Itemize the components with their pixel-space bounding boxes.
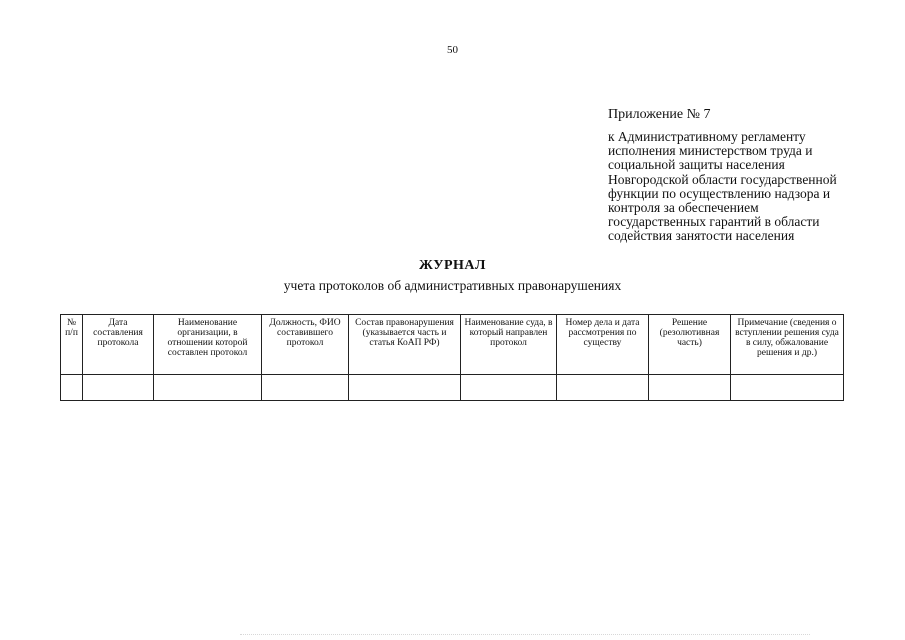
table-cell (731, 375, 844, 401)
column-header: Наименование суда, в который направлен протокол (461, 315, 557, 375)
column-header: Решение (резолютивная часть) (649, 315, 731, 375)
column-header: Состав правонарушения (указывается часть и статья КоАП РФ) (349, 315, 461, 375)
table-cell (649, 375, 731, 401)
journal-table (60, 314, 844, 401)
table-cell (349, 375, 461, 401)
table-header-row (61, 315, 844, 375)
table-cell (154, 375, 262, 401)
appendix-text: к Административному регламенту исполнения министерством труда и социальной защиты населения Новгородской области государственной функции по осуществлению надзора и контроля за обеспечением государственных гарантий в области содействия занятости населения (608, 129, 837, 244)
table-cell (61, 375, 83, 401)
journal-title: ЖУРНАЛ (419, 258, 486, 273)
scan-artifact-line (240, 634, 810, 635)
column-header: Наименование организации, в отношении которой составлен протокол (154, 315, 262, 375)
column-header: Дата составления протокола (83, 315, 154, 375)
table-row (61, 375, 844, 401)
appendix-block (608, 107, 858, 244)
table-cell (557, 375, 649, 401)
page-number: 50 (447, 44, 458, 56)
column-header: Должность, ФИО составившего протокол (262, 315, 349, 375)
table-cell (262, 375, 349, 401)
table-cell (461, 375, 557, 401)
column-header: Примечание (сведения о вступлении решения суда в силу, обжалование решения и др.) (731, 315, 844, 375)
appendix-title: Приложение № 7 (608, 107, 711, 122)
journal-subtitle: учета протоколов об административных правонарушениях (283, 278, 622, 293)
column-header: № п/п (61, 315, 83, 375)
column-header: Номер дела и дата рассмотрения по существу (557, 315, 649, 375)
table-cell (83, 375, 154, 401)
